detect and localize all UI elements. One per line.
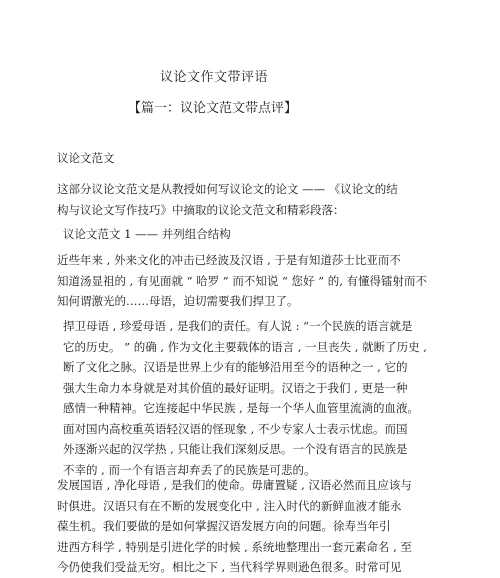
example-heading-text: 议论文范文 1 —— 并列组合结构 bbox=[63, 227, 231, 241]
section-heading-text: 议论文范文 bbox=[57, 151, 115, 165]
paragraph-line: 它的历史。 ” 的确 , 作为文化主要载体的语言 , 一旦丧失 , 就断了历史 , bbox=[63, 339, 427, 354]
paragraph-line: 捍卫母语 , 珍爱母语 , 是我们的责任。有人说 : “一个民族的语言就是 bbox=[63, 319, 413, 333]
example-heading bbox=[57, 224, 453, 245]
paragraph-line: 面对国内高校重英语轻汉语的怪现象 , 不少专家人士表示忧虑。而国 bbox=[63, 421, 408, 436]
paragraph-line: 知道汤显祖的 , 有见面就 “ 哈罗 ” 而不知说 “ 您好 ” 的, 有懂得镭射而不 bbox=[57, 273, 428, 288]
paragraph-1 bbox=[57, 250, 447, 312]
paragraph-line: 不幸的 , 而一个有语言却弃丢了的民族是可悲的。 bbox=[63, 462, 316, 477]
paragraph-line: 感情一种精神。它连接起中华民族 , 是每一个华人血管里流淌的血液。 bbox=[63, 401, 419, 415]
section-heading bbox=[57, 148, 447, 169]
intro-paragraph bbox=[57, 179, 447, 220]
paragraph-3 bbox=[57, 475, 447, 578]
paragraph-line: 这部分议论文范文是从教授如何写议论文的论文 —— 《议论文的结 bbox=[57, 182, 398, 196]
paragraph-line: 知何谓激光的……母语，迫切需要我们捍卫了。 bbox=[57, 294, 299, 308]
paragraph-line: 外逐渐兴起的汉学热 , 只能让我们深刻反思。一个没有语言的民族是 bbox=[63, 442, 408, 456]
document-subtitle: 【篇一：议论文范文带点评】 bbox=[128, 101, 298, 116]
paragraph-2 bbox=[57, 316, 453, 480]
paragraph-line: 构与议论文写作技巧》中摘取的议论文范文和精彩段落： bbox=[57, 202, 345, 217]
document-title: 议论文作文带评语 bbox=[160, 70, 269, 85]
paragraph-line: 发展国语 , 净化母语 , 是我们的使命。毋庸置疑 , 汉语必然而且应该与 bbox=[57, 478, 412, 492]
paragraph-line: 葆生机。我们要做的是如何掌握汉语发展方向的问题。徐寿当年引 bbox=[57, 519, 391, 533]
paragraph-line: 断了文化之脉。汉语是世界上少有的能够沿用至今的语种之一 , 它的 bbox=[63, 360, 408, 374]
paragraph-line: 今仍使我们受益无穷。相比之下 , 当代科学界则逊色很多。时常可见 bbox=[57, 560, 402, 574]
paragraph-line: 强大生命力本身就是对其价值的最好证明。汉语之于我们 , 更是一种 bbox=[63, 380, 408, 395]
paragraph-line: 进西方科学 , 特别是引进化学的时候 , 系统地整理出一套元素命名 , 至 bbox=[57, 539, 412, 554]
paragraph-line: 近些年来 , 外来文化的冲击已经波及汉语 , 于是有知道莎士比亚而不 bbox=[57, 253, 401, 267]
paragraph-line: 时俱进。汉语只有在不断的发展变化中 , 注入时代的新鲜血液才能永 bbox=[57, 498, 402, 513]
